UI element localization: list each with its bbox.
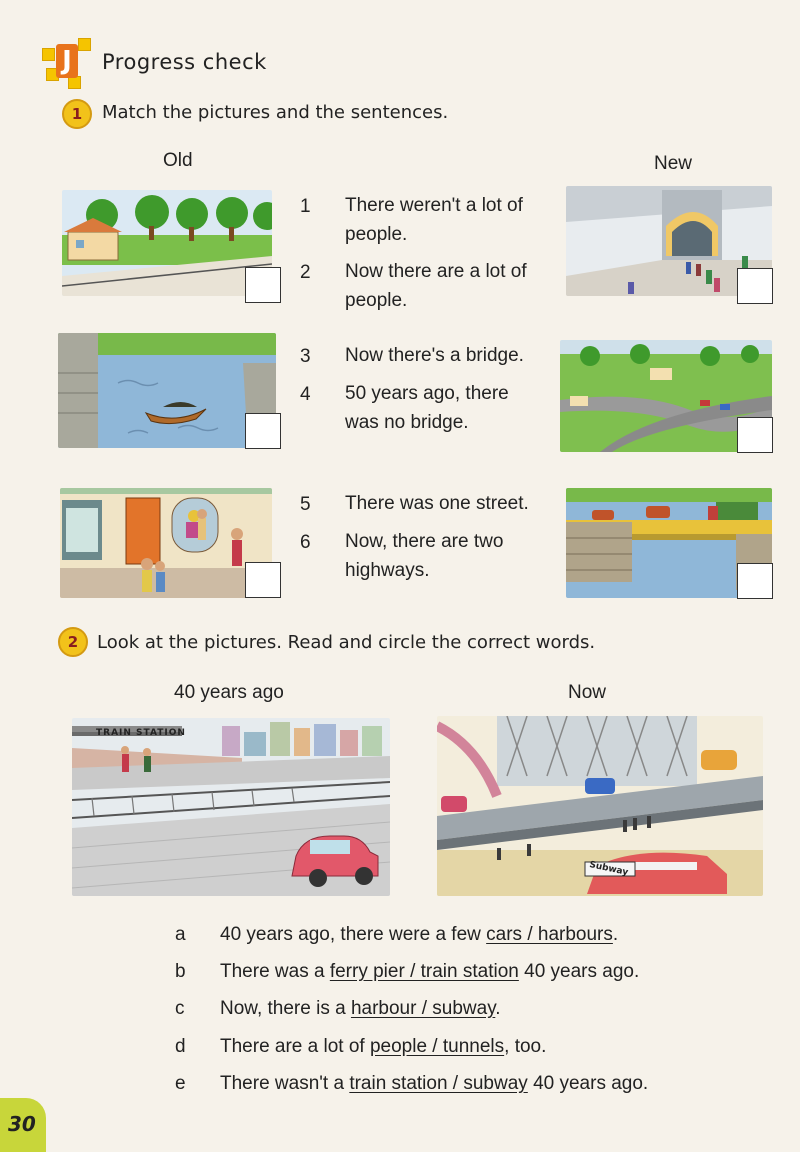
- question-text: 40 years ago.: [518, 961, 640, 982]
- train-station-sign: TRAIN STATION: [96, 728, 186, 738]
- sentence-text: 50 years ago, there was no bridge.: [345, 383, 509, 433]
- logo-letter-icon: J: [56, 44, 78, 78]
- question-letter: e: [175, 1073, 186, 1094]
- sentence-number: 1: [300, 196, 311, 217]
- question-text: 40 years ago.: [527, 1073, 649, 1094]
- sentence-text: Now there's a bridge.: [345, 345, 524, 366]
- answer-box-new-1[interactable]: [737, 268, 773, 304]
- answer-box-old-1[interactable]: [245, 267, 281, 303]
- question-text: There wasn't a: [220, 1073, 350, 1094]
- exercise-1-instruction: Match the pictures and the sentences.: [102, 102, 449, 123]
- answer-box-new-3[interactable]: [737, 563, 773, 599]
- answer-box-old-3[interactable]: [245, 562, 281, 598]
- label-40-years-ago: 40 years ago: [174, 682, 284, 703]
- question-letter: d: [175, 1036, 186, 1057]
- question-text: There was a: [220, 961, 330, 982]
- answer-options[interactable]: train station / subway: [349, 1073, 528, 1094]
- sentence-text: Now, there are two highways.: [345, 531, 504, 581]
- picture-subway-highway: [437, 716, 763, 896]
- exercise-2-instruction: Look at the pictures. Read and circle the correct words.: [97, 632, 596, 653]
- picture-old-river-boat: [58, 333, 276, 448]
- sentence-number: 6: [300, 532, 311, 553]
- question-text: .: [495, 998, 501, 1019]
- sentence-text: Now there are a lot of people.: [345, 261, 527, 311]
- question-e: [220, 1073, 648, 1095]
- question-text: , too.: [504, 1036, 547, 1057]
- question-text: .: [612, 924, 619, 945]
- question-c: [220, 998, 501, 1020]
- sentence-number: 4: [300, 384, 311, 405]
- answer-box-new-2[interactable]: [737, 417, 773, 453]
- exercise-2-badge: 2: [58, 627, 88, 657]
- section-title: Progress check: [102, 50, 267, 74]
- question-a: [220, 924, 618, 946]
- question-letter: c: [175, 998, 185, 1019]
- question-text: 40 years ago, there were a few: [220, 924, 487, 945]
- answer-options[interactable]: harbour / subway: [350, 998, 496, 1019]
- answer-options[interactable]: people / tunnels: [369, 1036, 505, 1057]
- sentence-number: 2: [300, 262, 311, 283]
- bleed-through-text: [600, 60, 604, 78]
- unit-logo: [42, 38, 90, 86]
- label-now: Now: [568, 682, 607, 703]
- picture-old-village: [62, 190, 272, 296]
- page-number-tab: [0, 1098, 46, 1152]
- question-b: [220, 961, 639, 983]
- subway-sign: Subway: [588, 860, 629, 878]
- question-d: [220, 1036, 546, 1058]
- sentence-text: There weren't a lot of people.: [345, 195, 523, 245]
- sentence-text: There was one street.: [345, 493, 529, 514]
- column-old-heading: Old: [163, 150, 193, 171]
- question-letter: a: [175, 924, 186, 945]
- answer-options[interactable]: ferry pier / train station: [329, 961, 519, 982]
- picture-old-street: [60, 488, 272, 598]
- sentence-number: 5: [300, 494, 311, 515]
- question-letter: b: [175, 961, 186, 982]
- picture-train-station: [72, 718, 390, 896]
- column-new-heading: New: [654, 153, 693, 174]
- page-number: 30: [8, 1112, 36, 1136]
- answer-options[interactable]: cars / harbours: [486, 924, 613, 945]
- exercise-1-badge: 1: [62, 99, 92, 129]
- answer-box-old-2[interactable]: [245, 413, 281, 449]
- question-text: There are a lot of: [220, 1036, 370, 1057]
- sentence-number: 3: [300, 346, 311, 367]
- question-text: Now, there is a: [220, 998, 351, 1019]
